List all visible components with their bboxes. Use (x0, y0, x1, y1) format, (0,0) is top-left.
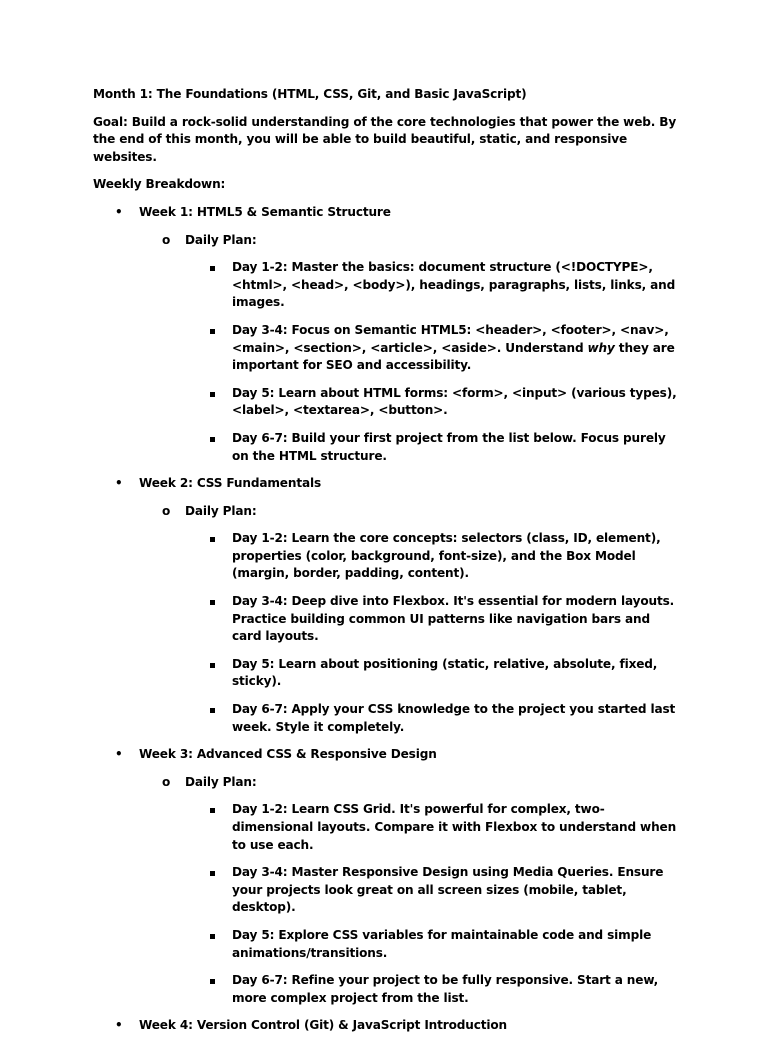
day-text: Day 1-2: Learn the core concepts: selectors (class, ID, element), properties (color, background, font-size), and the Box Model (margin, border, padding, content). (232, 531, 661, 581)
week-item (93, 1017, 683, 1035)
week-item (93, 746, 683, 764)
day-text: Day 5: Learn about HTML forms: <form>, <input> (various types), <label>, <textarea>, <button>. (232, 385, 677, 418)
day-item (93, 430, 683, 465)
daily-plan-label: Daily Plan: (185, 503, 257, 518)
circle-marker: o (162, 232, 171, 247)
day-item (93, 530, 683, 583)
day-item (93, 701, 683, 736)
square-marker (210, 808, 215, 813)
weeks-list (93, 204, 683, 1035)
day-item (93, 864, 683, 917)
day-text: Day 5: Explore CSS variables for maintainable code and simple animations/transitions. (232, 927, 652, 960)
daily-plan-item (93, 774, 683, 792)
day-text: Day 1-2: Learn CSS Grid. It's powerful for complex, two-dimensional layouts. Compare it with Flexbox to understand when to use each. (232, 802, 677, 852)
week-title: Week 1: HTML5 & Semantic Structure (139, 204, 391, 219)
day-item (93, 927, 683, 962)
square-marker (210, 392, 215, 397)
day-text-part: Day 3-4: Focus on Semantic HTML5: <header>, <footer>, <nav>, <main>, <section>, <article>, <aside>. Understand (232, 322, 669, 355)
day-item (93, 322, 683, 375)
week-title: Week 2: CSS Fundamentals (139, 476, 322, 491)
circle-marker: o (162, 774, 171, 789)
day-text: Day 5: Learn about positioning (static, relative, absolute, fixed, sticky). (232, 656, 658, 689)
square-marker (210, 708, 215, 713)
square-marker (210, 934, 215, 939)
day-text: Day 6-7: Build your first project from the list below. Focus purely on the HTML structure. (232, 430, 666, 463)
day-item (93, 801, 683, 854)
day-item (93, 259, 683, 312)
day-text (232, 322, 683, 375)
day-item (93, 385, 683, 420)
day-item (93, 593, 683, 646)
week-title: Week 4: Version Control (Git) & JavaScript Introduction (139, 1018, 507, 1033)
square-marker (210, 437, 215, 442)
square-marker (210, 663, 215, 668)
bullet-marker: • (115, 747, 123, 762)
square-marker (210, 871, 215, 876)
document-title: Month 1: The Foundations (HTML, CSS, Git, and Basic JavaScript) (93, 87, 527, 101)
square-marker (210, 266, 215, 271)
daily-plan-label: Daily Plan: (185, 774, 257, 789)
bullet-marker: • (115, 1018, 123, 1033)
bullet-marker: • (115, 476, 123, 491)
daily-plan-item (93, 232, 683, 250)
day-text: Day 3-4: Deep dive into Flexbox. It's essential for modern layouts. Practice building common UI patterns like navigation bars and card layouts. (232, 594, 675, 644)
daily-plan-item (93, 503, 683, 521)
square-marker (210, 537, 215, 542)
breakdown-heading: Weekly Breakdown: (93, 177, 226, 192)
goal-paragraph: Goal: Build a rock-solid understanding of the core technologies that power the web. By the end of this month, you will be able to build beautiful, static, and responsive websites. (93, 114, 677, 164)
day-text: Day 3-4: Master Responsive Design using Media Queries. Ensure your projects look great on all screen sizes (mobile, tablet, desktop). (232, 865, 664, 915)
day-text: Day 6-7: Refine your project to be fully responsive. Start a new, more complex project from the list. (232, 973, 659, 1005)
daily-plan-label: Daily Plan: (185, 232, 257, 247)
emphasis-text: why (587, 340, 615, 355)
square-marker (210, 329, 215, 334)
week-item (93, 204, 683, 222)
week-item (93, 475, 683, 493)
day-item (93, 972, 683, 1007)
day-text-part: they are important for SEO and accessibility. (232, 340, 675, 373)
day-text: Day 1-2: Master the basics: document structure (<!DOCTYPE>, <html>, <head>, <body>), headings, paragraphs, lists, links, and images. (232, 260, 676, 310)
week-title: Week 3: Advanced CSS & Responsive Design (139, 747, 437, 762)
circle-marker: o (162, 503, 171, 518)
square-marker (210, 979, 215, 984)
day-item (93, 656, 683, 691)
day-text: Day 6-7: Apply your CSS knowledge to the project you started last week. Style it completely. (232, 702, 676, 734)
square-marker (210, 600, 215, 605)
bullet-marker: • (115, 204, 123, 219)
document-page (93, 86, 683, 1045)
